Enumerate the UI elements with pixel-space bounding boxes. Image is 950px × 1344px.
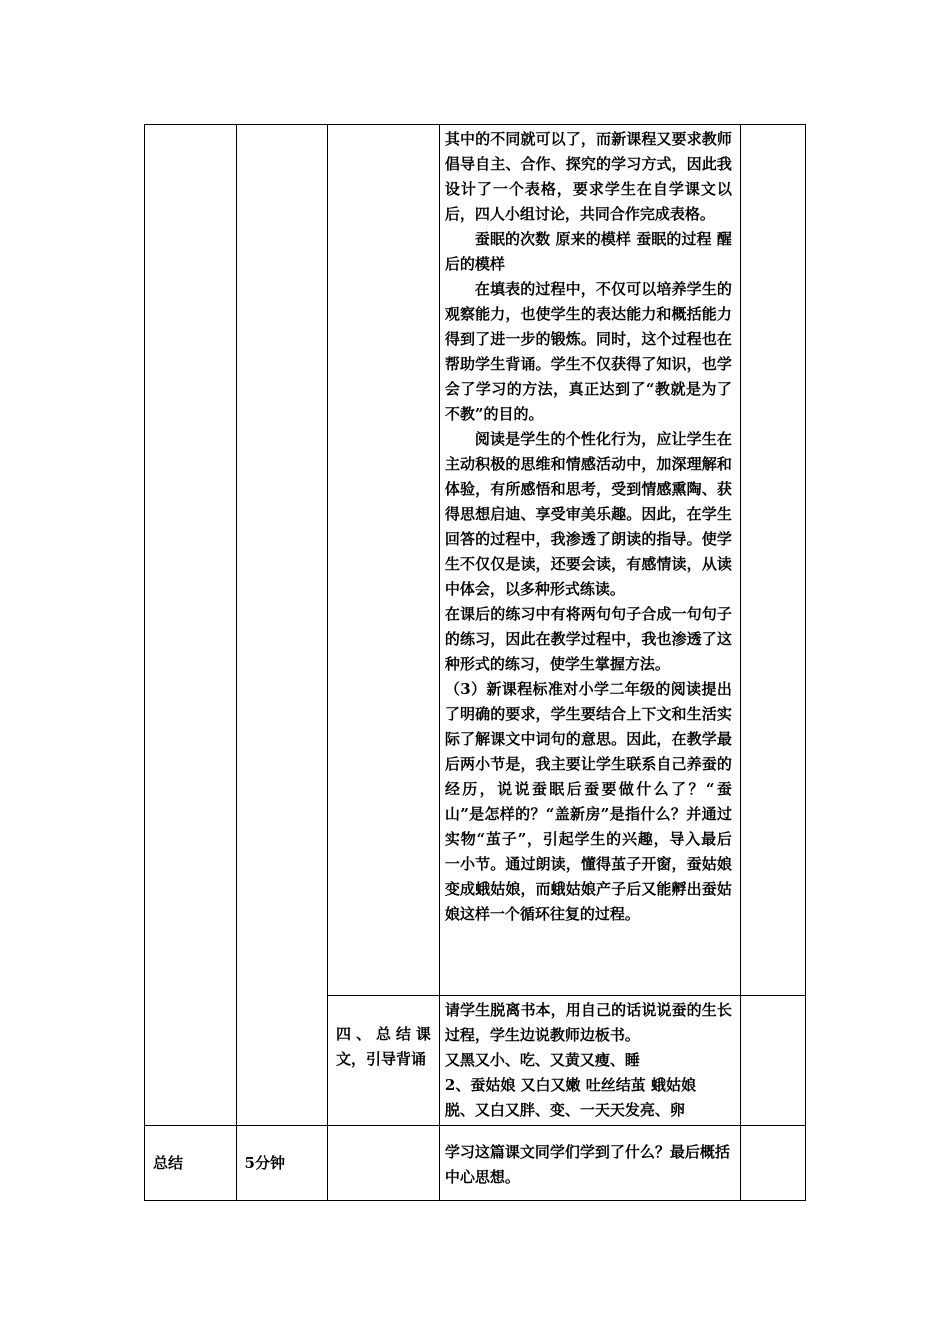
content-paragraph: 在填表的过程中，不仅可以培养学生的观察能力，也使学生的表达能力和概括能力得到了进一步的锻炼。同时，这个过程也在帮助学生背诵。学生不仅获得了知识，也学会了学习的方法，真正达到了“教就是为了不教”的目的。 <box>444 280 732 423</box>
review-line: 脱、又白又胖、变、一天天发亮、卵 <box>444 1101 685 1119</box>
review-line: 又黑又小、吃、又黄又瘦、睡 <box>444 1051 640 1069</box>
content-paragraph: 阅读是学生的个性化行为，应让学生在主动积极的思维和情感活动中，加深理解和体验，有所感悟和思考，受到情感熏陶、获得思想启迪、享受审美乐趣。因此，在学生回答的过程中，我渗透了朗读的指导。使学生不仅仅是读，还要会读，有感情读，从读中体会，以多种形式练读。 <box>444 430 732 598</box>
content-cell <box>439 125 740 996</box>
content-cell <box>439 996 740 1126</box>
stage-label: 四、总结课文，引导背诵 <box>336 1025 431 1068</box>
table-row <box>145 1126 806 1201</box>
time-cell <box>236 125 328 1126</box>
stage-cell <box>328 125 440 996</box>
content-paragraph: （3）新课程标准对小学二年级的阅读提出了明确的要求，学生要结合上下文和生活实际了解课文中词句的意思。因此，在教学最后两小节是，我主要让学生联系自己养蚕的经历，说说蚕眠后蚕要做什么了？“蚕山”是怎样的？“盖新房”是指什么？并通过实物“茧子”，引起学生的兴趣，导入最后一小节。通过朗读，懂得茧子开窗，蚕姑娘变成蛾姑娘，而蛾姑娘产子后又能孵出蚕姑娘这样一个循环往复的过程。 <box>444 680 732 923</box>
table-row <box>145 125 806 996</box>
phase-cell <box>145 125 237 1126</box>
summary-text: 学习这篇课文同学们学到了什么？最后概括中心思想。 <box>444 1143 730 1186</box>
review-line: 请学生脱离书本，用自己的话说说蚕的生长过程，学生边说教师边板书。 <box>444 1001 732 1044</box>
notes-cell <box>740 1126 805 1201</box>
content-paragraph: 蚕眠的次数 原来的模样 蚕眠的过程 醒后的模样 <box>444 230 732 273</box>
phase-label: 总结 <box>145 1126 237 1201</box>
review-text <box>440 996 740 1125</box>
stage-cell <box>328 1126 440 1201</box>
content-paragraph: 其中的不同就可以了，而新课程又要求教师倡导自主、合作、探究的学习方式，因此我设计了一个表格，要求学生在自学课文以后，四人小组讨论，共同合作完成表格。 <box>444 130 732 223</box>
content-paragraphs <box>440 125 740 929</box>
lesson-plan-table <box>144 124 806 1201</box>
notes-cell <box>740 125 805 996</box>
time-label: 5分钟 <box>236 1126 328 1201</box>
stage-cell <box>328 996 440 1126</box>
review-line: 2、蚕姑娘 又白又嫩 吐丝结茧 蛾姑娘 <box>444 1076 696 1094</box>
notes-cell <box>740 996 805 1126</box>
content-paragraph: 在课后的练习中有将两句句子合成一句句子的练习，因此在教学过程中，我也渗透了这种形式的练习，使学生掌握方法。 <box>444 605 732 673</box>
content-cell <box>439 1126 740 1201</box>
